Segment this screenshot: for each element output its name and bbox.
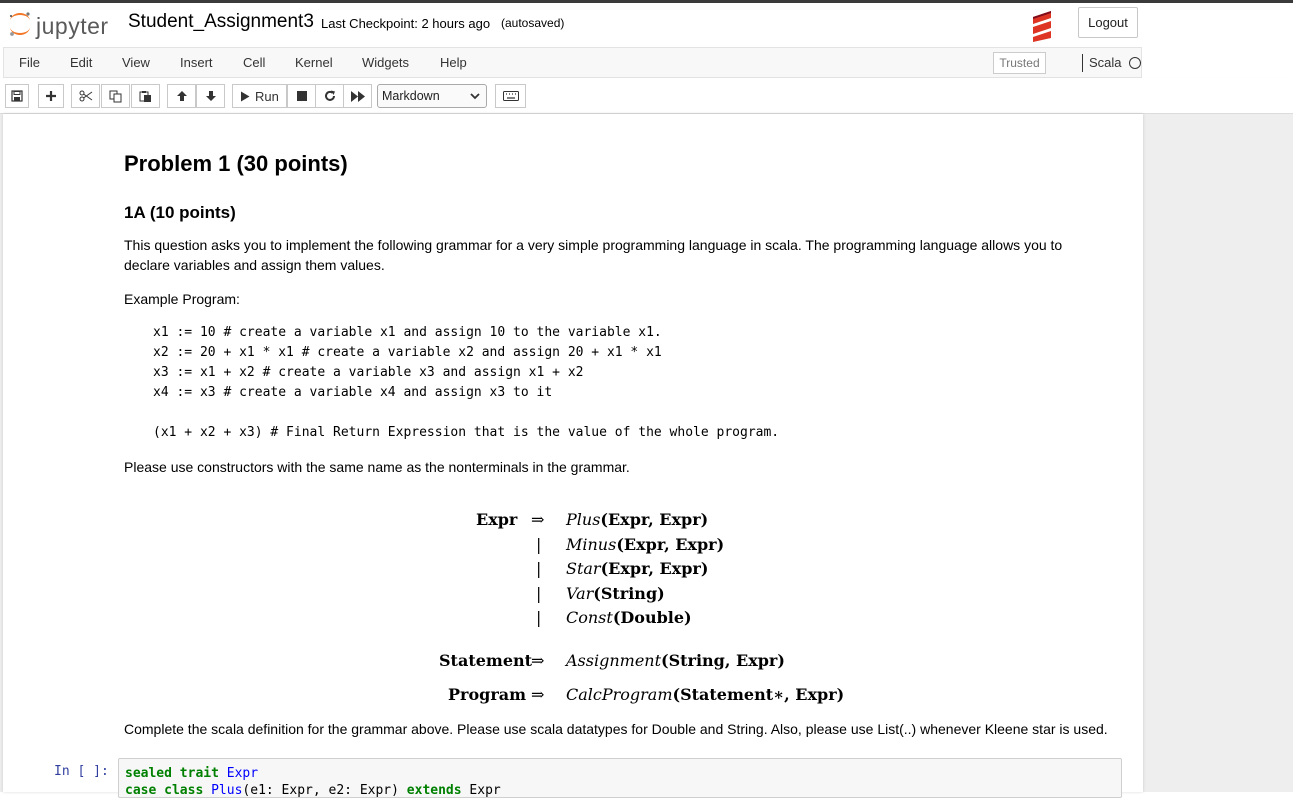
restart-run-all-button[interactable] bbox=[343, 84, 372, 108]
grammar-bar: | bbox=[536, 584, 542, 603]
paste-icon bbox=[139, 90, 152, 103]
copy-icon bbox=[109, 90, 122, 103]
example-code-line: x1 := 10 # create a variable x1 and assign 10 to the variable x1. bbox=[153, 325, 662, 340]
scala-logo-icon bbox=[1031, 8, 1053, 42]
play-icon bbox=[240, 91, 250, 102]
code-line: case class Plus(e1: Expr, e2: Expr) extends Expr bbox=[125, 783, 501, 798]
menu-edit[interactable]: Edit bbox=[70, 55, 93, 70]
keyboard-icon bbox=[503, 91, 519, 101]
grammar-rule: Minus(Expr, Expr) bbox=[566, 535, 725, 554]
toolbar bbox=[0, 78, 1293, 114]
complete-note: Complete the scala definition for the grammar above. Please use scala datatypes for Double and String. Also, please use List(..) whenever Kleene star is used. bbox=[124, 721, 1108, 737]
example-code-line: x2 := 20 + x1 * x1 # create a variable x2 and assign 20 + x1 * x1 bbox=[153, 345, 662, 360]
example-label: Example Program: bbox=[124, 291, 240, 307]
checkpoint-status: Last Checkpoint: 2 hours ago bbox=[321, 16, 491, 31]
grammar-bar: | bbox=[536, 535, 542, 554]
grammar-lhs-statement: Statement bbox=[439, 651, 533, 670]
menubar bbox=[3, 47, 1142, 78]
example-code-line: x3 := x1 + x2 # create a variable x3 and assign x1 + x2 bbox=[153, 365, 584, 380]
grammar-bar: | bbox=[536, 608, 542, 627]
grammar-rule: CalcProgram(Statement∗, Expr) bbox=[566, 685, 845, 704]
run-button[interactable] bbox=[232, 84, 287, 108]
stop-icon bbox=[297, 91, 307, 101]
grammar-rule: Const(Double) bbox=[566, 608, 692, 627]
kernel-separator bbox=[1082, 54, 1083, 72]
command-palette-button[interactable] bbox=[495, 84, 526, 108]
chevron-down-icon bbox=[470, 90, 480, 102]
grammar-bar: | bbox=[536, 559, 542, 578]
grammar-rule: Plus(Expr, Expr) bbox=[566, 510, 709, 529]
menu-view[interactable]: View bbox=[122, 55, 150, 70]
cell-type-select[interactable] bbox=[377, 84, 487, 108]
kernel-name[interactable]: Scala bbox=[1089, 55, 1122, 70]
grammar-arrow: ⇒ bbox=[531, 510, 545, 529]
kernel-idle-icon bbox=[1129, 57, 1141, 69]
plus-icon bbox=[45, 90, 57, 102]
cell-type-value: Markdown bbox=[382, 89, 440, 103]
constructors-note: Please use constructors with the same name as the nonterminals in the grammar. bbox=[124, 459, 630, 475]
save-icon bbox=[11, 90, 23, 102]
logout-button[interactable]: Logout bbox=[1078, 7, 1138, 38]
example-code-line: (x1 + x2 + x3) # Final Return Expression that is the value of the whole program. bbox=[153, 425, 780, 440]
paste-button[interactable] bbox=[131, 84, 160, 108]
arrow-down-icon bbox=[205, 90, 217, 102]
trusted-indicator[interactable]: Trusted bbox=[993, 52, 1046, 74]
insert-cell-button[interactable] bbox=[38, 84, 64, 108]
menu-help[interactable]: Help bbox=[440, 55, 467, 70]
menu-insert[interactable]: Insert bbox=[180, 55, 213, 70]
menu-kernel[interactable]: Kernel bbox=[295, 55, 333, 70]
notebook-title[interactable]: Student_Assignment3 bbox=[128, 11, 314, 32]
run-label: Run bbox=[255, 88, 279, 104]
save-button[interactable] bbox=[5, 84, 29, 108]
grammar-arrow: ⇒ bbox=[531, 685, 545, 704]
code-line: sealed trait Expr bbox=[125, 766, 259, 781]
move-down-button[interactable] bbox=[196, 84, 225, 108]
interrupt-button[interactable] bbox=[287, 84, 316, 108]
arrow-up-icon bbox=[176, 90, 188, 102]
copy-button[interactable] bbox=[101, 84, 130, 108]
grammar-lhs-program: Program bbox=[448, 685, 527, 704]
menu-widgets[interactable]: Widgets bbox=[362, 55, 409, 70]
cut-button[interactable] bbox=[71, 84, 100, 108]
fast-forward-icon bbox=[351, 91, 365, 102]
grammar-arrow: ⇒ bbox=[531, 651, 545, 670]
menu-file[interactable]: File bbox=[19, 55, 40, 70]
cell-prompt: In [ ]: bbox=[54, 764, 109, 779]
autosave-status: (autosaved) bbox=[501, 16, 565, 30]
subproblem-heading: 1A (10 points) bbox=[124, 203, 236, 222]
restart-icon bbox=[324, 90, 336, 102]
logo-text: jupyter bbox=[36, 13, 109, 39]
menu-cell[interactable]: Cell bbox=[243, 55, 266, 70]
grammar-lhs-expr: Expr bbox=[476, 510, 518, 529]
jupyter-logo[interactable] bbox=[7, 9, 117, 39]
scissors-icon bbox=[79, 90, 93, 102]
code-cell-input[interactable] bbox=[118, 758, 1122, 798]
move-up-button[interactable] bbox=[167, 84, 196, 108]
example-code-line: x4 := x3 # create a variable x4 and assign x3 to it bbox=[153, 385, 553, 400]
restart-button[interactable] bbox=[315, 84, 344, 108]
grammar-rule: Assignment(String, Expr) bbox=[566, 651, 785, 670]
intro-paragraph: This question asks you to implement the following grammar for a very simple programming language in scala. The programming language allows you to declare variables and assign them values. bbox=[124, 237, 1063, 273]
jupyter-logo-icon bbox=[7, 9, 33, 39]
grammar-rule: Var(String) bbox=[566, 584, 665, 603]
header bbox=[0, 3, 1293, 47]
problem-heading: Problem 1 (30 points) bbox=[124, 151, 348, 176]
grammar-rule: Star(Expr, Expr) bbox=[566, 559, 709, 578]
